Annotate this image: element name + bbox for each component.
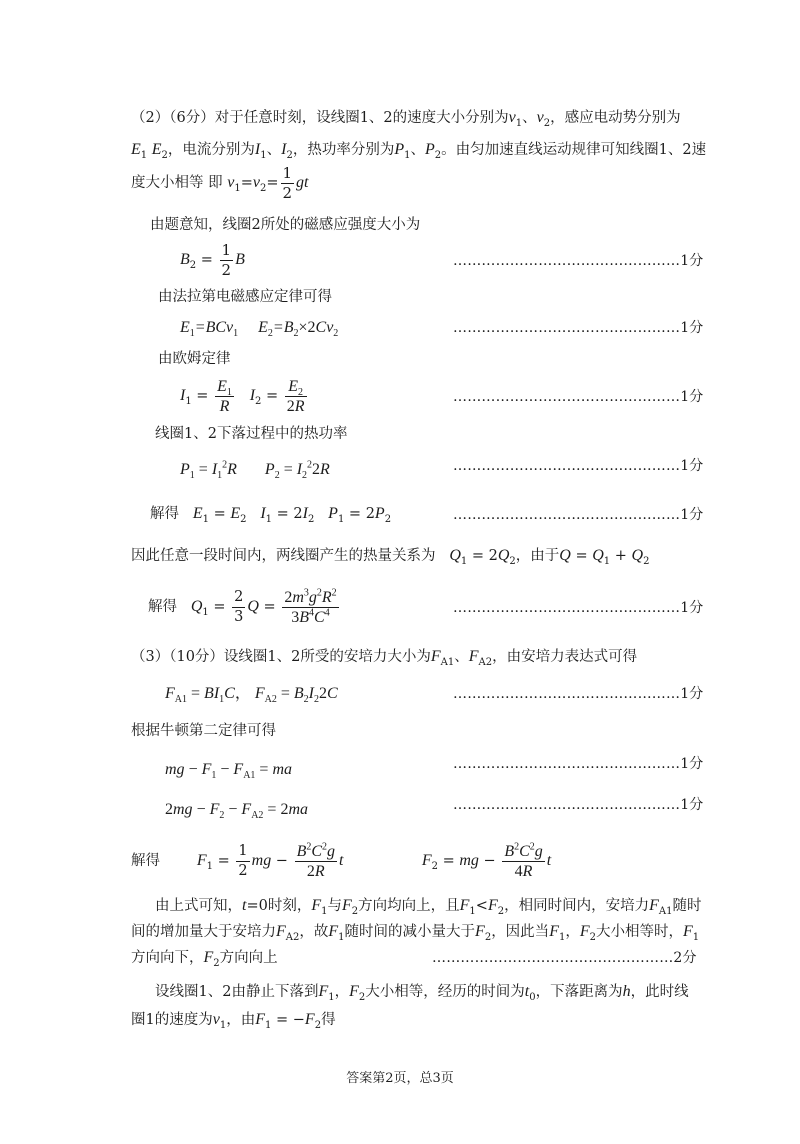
analysis-line-5: 圈1的速度为$v_1$，由$F_1 = -F_2$得 bbox=[131, 1011, 336, 1031]
part3-heading: （3）（10分）设线圈1、2所受的安培力大小为$F_{A1}$、$F_{A2}$，由安培力表达式可得 bbox=[131, 648, 638, 668]
analysis-line-3: 方向向下，$F_2$方向向上 bbox=[131, 949, 278, 969]
step-heat-relation: 因此任意一段时间内，两线圈产生的热量关系为 $Q_1 = 2Q_2$，由于$Q = Q_1 + Q_2$ bbox=[131, 547, 650, 567]
score-line-4: …………………………………………1分 bbox=[453, 458, 704, 474]
score-line-2: …………………………………………1分 bbox=[453, 320, 704, 336]
step-ohm: 由欧姆定律 bbox=[158, 351, 231, 367]
intro-line-3: 度大小相等 即 $v_1=v_2=$ $\frac{1}{2}$ gt bbox=[131, 163, 309, 202]
eq-FA: $F_{A1} = BI_1C$， $F_{A2} = B_2I_22C$ bbox=[165, 685, 338, 706]
step-magnetic-field: 由题意知，线圈2所处的磁感应强度大小为 bbox=[150, 217, 421, 233]
score-line-8: …………………………………………1分 bbox=[453, 756, 704, 772]
score-line-6: …………………………………………1分 bbox=[453, 600, 704, 616]
analysis-line-4: 设线圈1、2由静止下落到$F_1$，$F_2$大小相等，经历的时间为$t_0$，下落距离为h，此时线 bbox=[155, 983, 689, 1003]
step-heat-power: 线圈1、2下落过程中的热功率 bbox=[155, 426, 348, 442]
score-line-10: ……………………………………………2分 bbox=[432, 950, 697, 966]
score-line-9: …………………………………………1分 bbox=[453, 797, 704, 813]
eq-newton-1: mg − $F_1 - F_{A1}$ = ma bbox=[165, 761, 293, 782]
step-newton: 根据牛顿第二定律可得 bbox=[131, 723, 276, 739]
eq-Q1: 解得 $Q_1$ = $\frac{2}{3}$ Q = $\frac{2m^3g^2R^2}{3B^4C^4}$ bbox=[148, 587, 337, 626]
eq-solve-ratios: 解得 $E_1 = E_2$ $I_1 = 2I_2$ $P_1 = 2P_2$ bbox=[150, 505, 392, 525]
eq-B2: $B_2$ = $\frac{1}{2}$ B bbox=[180, 240, 245, 279]
step-faraday: 由法拉第电磁感应定律可得 bbox=[158, 289, 332, 305]
analysis-line-1: 由上式可知，t=0时刻，$F_1$与$F_2$方向均向上，且$F_1<F_2$，相同时间内，安培力$F_{A1}$随时 bbox=[155, 897, 702, 917]
analysis-line-2: 间的增加量大于安培力$F_{A2}$，故$F_1$随时间的减小量大于$F_2$，因此当$F_1$，$F_2$大小相等时，$F_1$ bbox=[131, 923, 700, 943]
intro-line-2: $E_1$ $E_2$，电流分别为$I_1$、$I_2$，热功率分别为$P_1$、$P_2$。由匀加速直线运动规律可知线圈1、2速 bbox=[131, 141, 707, 161]
page-footer: 答案第2页，总3页 bbox=[346, 1071, 454, 1086]
score-line-1: …………………………………………1分 bbox=[453, 253, 704, 269]
eq-newton-2: $2mg - F_2 - F_{A2} = 2ma$ bbox=[165, 801, 309, 822]
eq-P1-P2: $P_1 = I_1^2R$ $P_2 = I_2^22R$ bbox=[180, 459, 330, 482]
score-line-7: …………………………………………1分 bbox=[453, 686, 704, 702]
intro-line-1: （2）（6分）对于任意时刻，设线圈1、2的速度大小分别为$v_1$、$v_2$，感应电动势分别为 bbox=[131, 109, 681, 129]
eq-E1-E2: $E_1=BCv_1$ $E_2=B_2\times 2Cv_2$ bbox=[180, 319, 339, 340]
score-line-3: …………………………………………1分 bbox=[453, 389, 704, 405]
score-line-5: …………………………………………1分 bbox=[453, 507, 704, 523]
eq-F1-F2: 解得 $F_1$ = $\frac{1}{2}$ mg − $\frac{B^2C^2g}{2R}$ t $F_2$ = mg − $\frac{B^2C^2g}{4R}$ t bbox=[131, 841, 552, 880]
eq-I1-I2: $I_1$ = $\frac{E_1}{R}$ $I_2$ = $\frac{E_2}{2R}$ bbox=[180, 377, 305, 415]
